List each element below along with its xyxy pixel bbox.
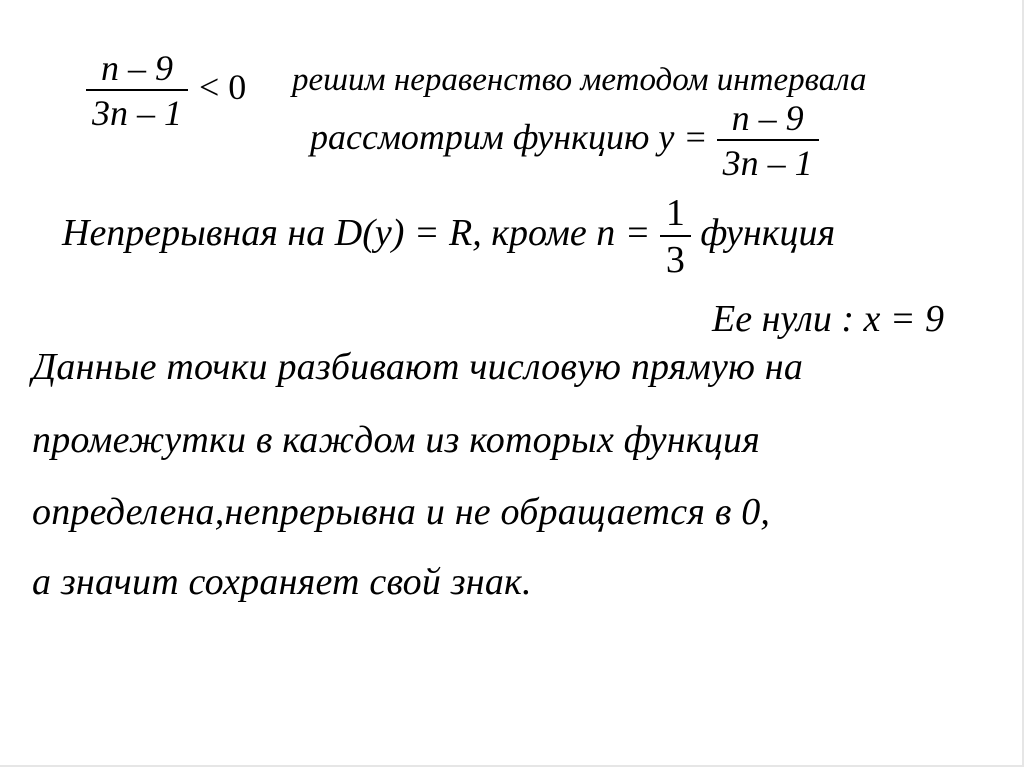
inequality-relation: < 0 [199, 66, 247, 107]
paragraph-line-3: определена,непрерывна и не обращается в 0, [32, 491, 771, 533]
paragraph-line-2: промежутки в каждом из которых функция [32, 419, 761, 461]
inequality-numerator: n – 9 [101, 48, 173, 88]
paragraph-line-4: а значит сохраняет свой знак. [32, 561, 532, 603]
continuity-text: Непрерывная на D(y) = R, кроме n = [62, 212, 651, 255]
consider-denominator: 3n – 1 [722, 143, 813, 183]
continuity-suffix: функция [700, 212, 836, 255]
inequality-denominator: 3n – 1 [92, 93, 182, 133]
inequality [86, 50, 246, 131]
inequality-fraction [86, 50, 188, 131]
consider-function [310, 100, 819, 181]
consider-fraction [717, 100, 819, 181]
continuity-line [62, 194, 835, 279]
continuity-fraction [660, 194, 691, 279]
continuity-frac-numerator: 1 [665, 192, 685, 234]
method-text: решим неравенство методом интервала [292, 62, 867, 98]
consider-text: рассмотрим функцию y = [310, 116, 708, 157]
paragraph-line-1: Данные точки разбивают числовую прямую на [32, 346, 804, 388]
consider-numerator: n – 9 [731, 98, 804, 138]
continuity-frac-denominator: 3 [665, 239, 685, 281]
zeros-text: Ее нули : x = 9 [712, 298, 945, 340]
